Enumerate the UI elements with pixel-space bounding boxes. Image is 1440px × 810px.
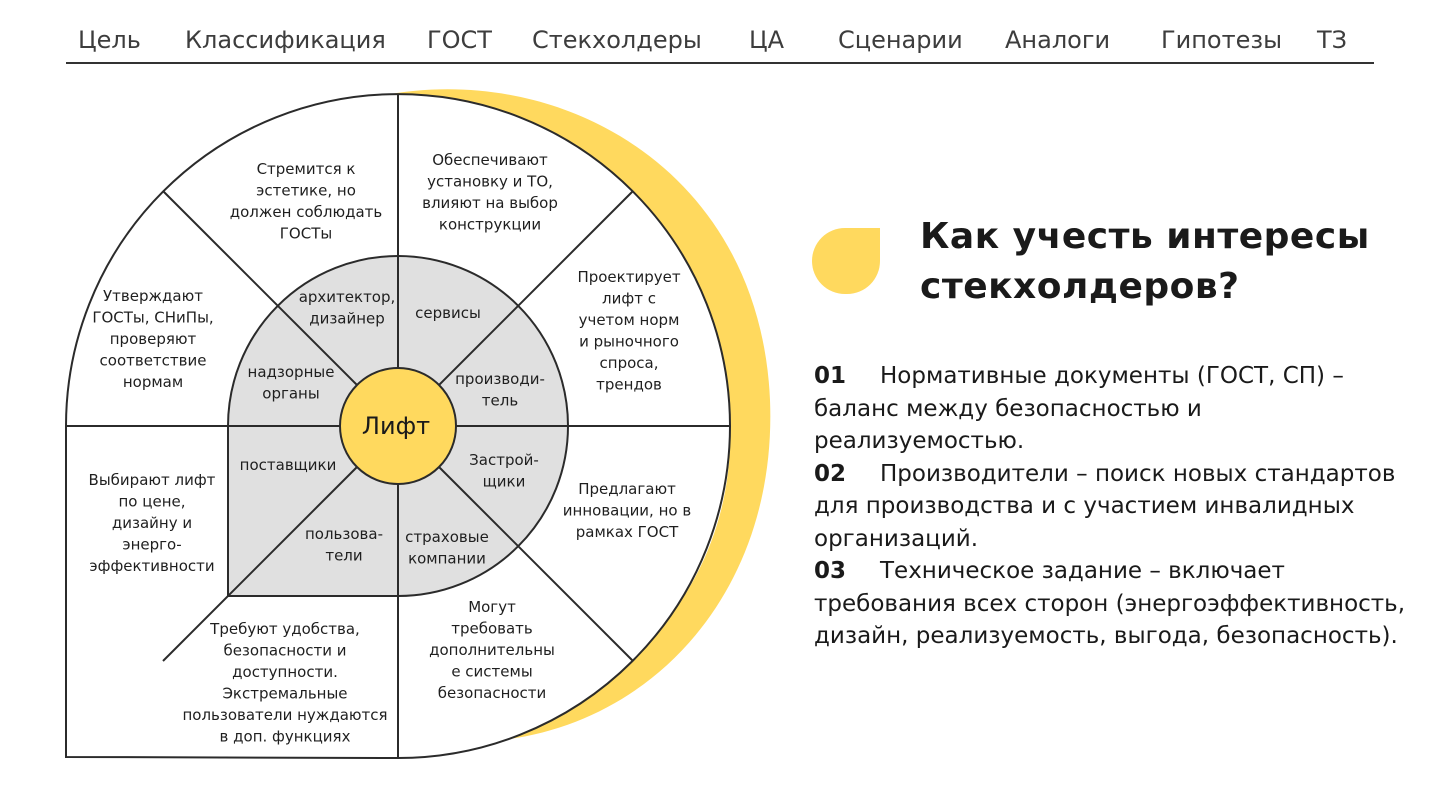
nav-item-gost[interactable]: ГОСТ (427, 26, 492, 54)
outer-sector-label-line: инновации, но в (562, 501, 692, 520)
outer-sector-label-line: и рыночного (579, 332, 679, 351)
nav-item-analogs[interactable]: Аналоги (1005, 26, 1111, 54)
outer-sector-label-line: по цене, (118, 492, 186, 511)
heading-line-1: Как учесть интересы (920, 216, 1370, 257)
key-points-list (814, 360, 1414, 653)
point-number: 03 (814, 558, 847, 584)
outer-sector-label-line: эстетике, но (256, 181, 356, 200)
nav-item-technical-spec[interactable]: ТЗ (1317, 26, 1348, 54)
inner-sector-label-line: органы (262, 384, 320, 403)
nav-item-target-audience[interactable]: ЦА (749, 26, 785, 54)
outer-sector-label-line: установку и ТО, (427, 172, 553, 191)
outer-sector-label-line: Предлагают (578, 480, 676, 498)
inner-sector-label-line: пользова- (304, 525, 384, 543)
inner-sector-label-line: щики (482, 472, 526, 491)
inner-sector-label-line: надзорные (247, 363, 335, 381)
inner-sector-label-line: архитектор, (298, 288, 396, 306)
outer-sector-label-line: спроса, (599, 354, 659, 372)
nav-item-goal[interactable]: Цель (78, 26, 141, 54)
outer-sector-label-developers (563, 480, 691, 541)
point-text: Производители – поиск новых стандартов для производства и с участием инвалидных организаций. (814, 460, 1396, 552)
outer-sector-label-line: доступности. (232, 663, 338, 681)
inner-sector-label-services (415, 304, 481, 322)
key-point (814, 555, 1414, 653)
outer-sector-label-line: трендов (596, 375, 662, 394)
outer-sector-label-line: в доп. функциях (219, 727, 351, 746)
outer-sector-label-line: учетом норм (578, 311, 680, 329)
inner-sector-label-line: сервисы (415, 304, 481, 322)
key-point (814, 360, 1414, 458)
outer-sector-label-line: требовать (451, 619, 533, 638)
outer-sector-label-line: Стремится к (256, 160, 356, 178)
inner-sector-label-line: дизайнер (309, 309, 385, 328)
outer-sector-label-line: Требуют удобства, (210, 620, 360, 638)
inner-sector-label-line: Застрой- (469, 451, 539, 469)
outer-sector-label-line: дополнительны (429, 641, 555, 659)
outer-sector-label-line: безопасности и (223, 641, 347, 660)
outer-sector-label-line: рамках ГОСТ (575, 523, 679, 541)
outer-sector-label-line: должен соблюдать (229, 203, 383, 221)
outer-sector-label-line: безопасности (437, 684, 547, 702)
heading-bullet-shape (812, 228, 880, 294)
outer-sector-label-line: соответствие (99, 351, 207, 370)
inner-sector-label-line: компании (408, 549, 486, 568)
inner-sector-label-line: тель (481, 391, 519, 410)
outer-sector-label-line: дизайну и (111, 514, 193, 532)
point-number: 02 (814, 460, 847, 487)
point-text: Нормативные документы (ГОСТ, СП) – баланс между безопасностью и реализуемостью. (814, 363, 1344, 454)
inner-sector-label-suppliers (240, 456, 337, 474)
outer-sector-label-line: Выбирают лифт (88, 471, 216, 489)
outer-sector-label-line: конструкции (438, 215, 542, 234)
nav-item-classification[interactable]: Классификация (185, 26, 386, 54)
inner-sector-label-line: поставщики (239, 456, 337, 474)
outer-sector-label-line: проверяют (109, 330, 197, 348)
outer-sector-label-line: пользователи нуждаются (182, 706, 388, 724)
outer-sector-label-line: влияют на выбор (422, 194, 558, 212)
nav-item-hypotheses[interactable]: Гипотезы (1161, 26, 1283, 54)
heading-line-2: стекхолдеров? (920, 266, 1240, 307)
outer-sector-label-line: Обеспечивают (432, 151, 548, 169)
inner-sector-label-line: тели (325, 546, 363, 565)
center-label: Лифт (361, 412, 431, 440)
page-heading (920, 212, 1400, 312)
outer-sector-label-line: е системы (451, 662, 533, 681)
outer-sector-label-line: Экстремальные (222, 684, 348, 703)
inner-sector-label-line: производи- (455, 370, 545, 388)
inner-sector-label-line: страховые (405, 528, 489, 546)
outer-sector-label-line: энерго- (122, 535, 182, 554)
outer-sector-label-line: эффективности (89, 557, 215, 575)
outer-sector-label-line: Утверждают (103, 287, 203, 305)
key-point (814, 458, 1414, 556)
nav-item-scenarios[interactable]: Сценарии (838, 26, 963, 54)
point-text: Техническое задание – включает требования всех сторон (энергоэффективность, дизайн, реализуемость, выгода, безопасность). (814, 558, 1406, 649)
outer-sector-label-line: Проектирует (577, 268, 681, 286)
outer-sector-label-line: ГОСТы (279, 224, 333, 243)
outer-sector-label-line: ГОСТы, СНиПы, (92, 308, 214, 327)
nav-item-stakeholders[interactable]: Стекхолдеры (532, 26, 702, 54)
point-number: 01 (814, 363, 847, 389)
outer-sector-label-line: лифт с (602, 289, 656, 308)
outer-sector-label-line: нормам (122, 373, 184, 391)
outer-sector-label-line: Могут (468, 598, 516, 616)
